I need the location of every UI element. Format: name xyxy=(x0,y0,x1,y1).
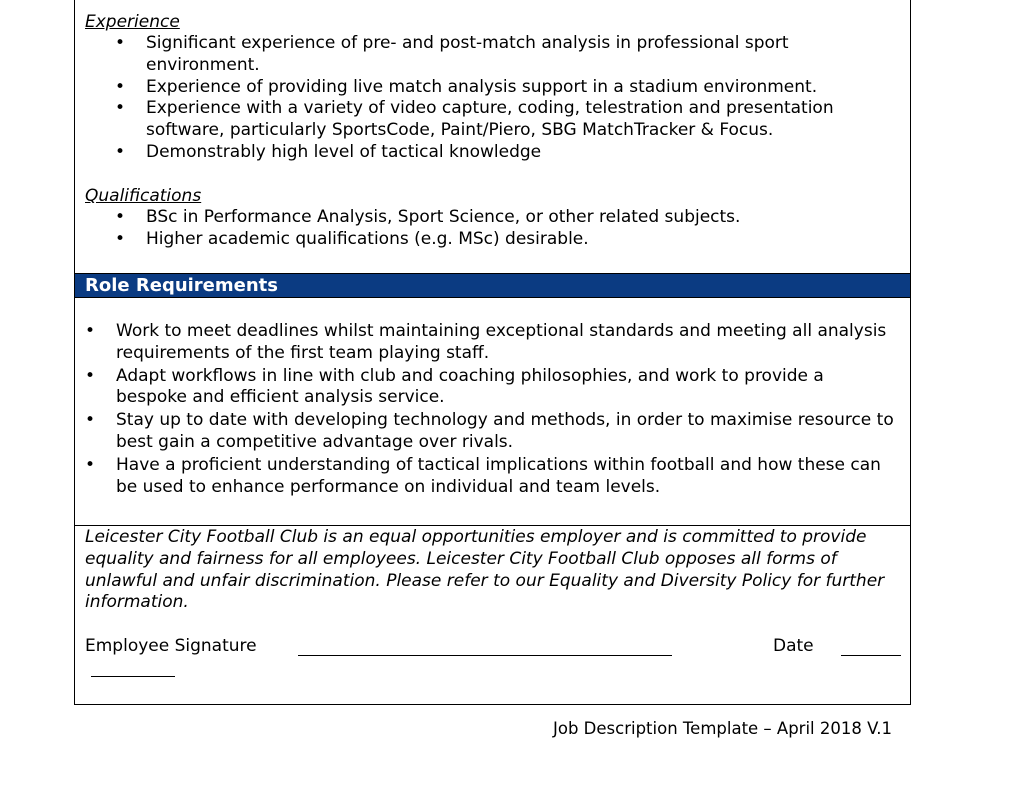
list-item-text: Experience with a variety of video capture, coding, telestration and presentation software, particularly SportsCode, Paint/Piero, SBG MatchTracker & Focus. xyxy=(146,98,834,141)
experience-heading: Experience xyxy=(85,12,180,32)
date-field[interactable] xyxy=(841,655,901,656)
list-item xyxy=(85,410,900,454)
list-item xyxy=(115,229,905,251)
equality-statement: Leicester City Football Club is an equal opportunities employer and is committed to provide equality and fairness for all employees. Leicester City Football Club opposes all forms of unlawful and unfair discrimination. Please refer to our Equality and Diversity Policy for further information. xyxy=(85,527,885,613)
role-requirements-title: Role Requirements xyxy=(85,275,278,296)
section-divider xyxy=(75,525,910,526)
bullet-icon: • xyxy=(115,98,126,119)
date-field-continuation[interactable] xyxy=(91,676,175,677)
role-requirements-bar xyxy=(75,273,910,298)
qualifications-list xyxy=(115,207,905,251)
list-item xyxy=(115,98,905,142)
page-footer: Job Description Template – April 2018 V.1 xyxy=(553,719,893,738)
list-item-text: BSc in Performance Analysis, Sport Science, or other related subjects. xyxy=(146,207,741,227)
bullet-icon: • xyxy=(115,33,126,53)
bullet-icon: • xyxy=(85,454,96,475)
list-item xyxy=(115,207,905,229)
list-item-text: Adapt workflows in line with club and coaching philosophies, and work to provide a bespoke and efficient analysis service. xyxy=(116,365,824,408)
bullet-icon: • xyxy=(115,228,126,249)
list-item-text: Demonstrably high level of tactical knowledge xyxy=(146,141,542,162)
list-item xyxy=(85,455,900,499)
qualifications-heading: Qualifications xyxy=(85,186,202,206)
list-item-text: Have a proficient understanding of tactical implications within football and how these can be used to enhance performance on individual and team levels. xyxy=(116,454,881,497)
list-item xyxy=(85,321,900,365)
bullet-icon: • xyxy=(115,207,126,227)
job-description-box xyxy=(74,0,911,705)
list-item xyxy=(115,142,905,164)
employee-signature-field[interactable] xyxy=(298,655,672,656)
list-item xyxy=(115,77,905,99)
list-item-text: Work to meet deadlines whilst maintaining exceptional standards and meeting all analysis requirements of the first team playing staff. xyxy=(116,321,887,363)
list-item xyxy=(115,33,905,77)
bullet-icon: • xyxy=(115,76,126,97)
experience-list xyxy=(115,33,905,164)
bullet-icon: • xyxy=(85,321,96,341)
bullet-icon: • xyxy=(85,365,96,386)
bullet-icon: • xyxy=(85,410,96,431)
employee-signature-label: Employee Signature xyxy=(85,636,257,656)
list-item-text: Higher academic qualifications (e.g. MSc) desirable. xyxy=(146,228,589,249)
list-item-text: Stay up to date with developing technology and methods, in order to maximise resource to best gain a competitive advantage over rivals. xyxy=(116,410,894,452)
role-requirements-list xyxy=(85,321,900,499)
list-item-text: Significant experience of pre- and post-match analysis in professional sport environment. xyxy=(146,33,789,75)
date-label: Date xyxy=(773,636,814,656)
signature-row xyxy=(85,635,905,657)
bullet-icon: • xyxy=(115,141,126,162)
list-item-text: Experience of providing live match analysis support in a stadium environment. xyxy=(146,76,818,97)
list-item xyxy=(85,366,900,410)
